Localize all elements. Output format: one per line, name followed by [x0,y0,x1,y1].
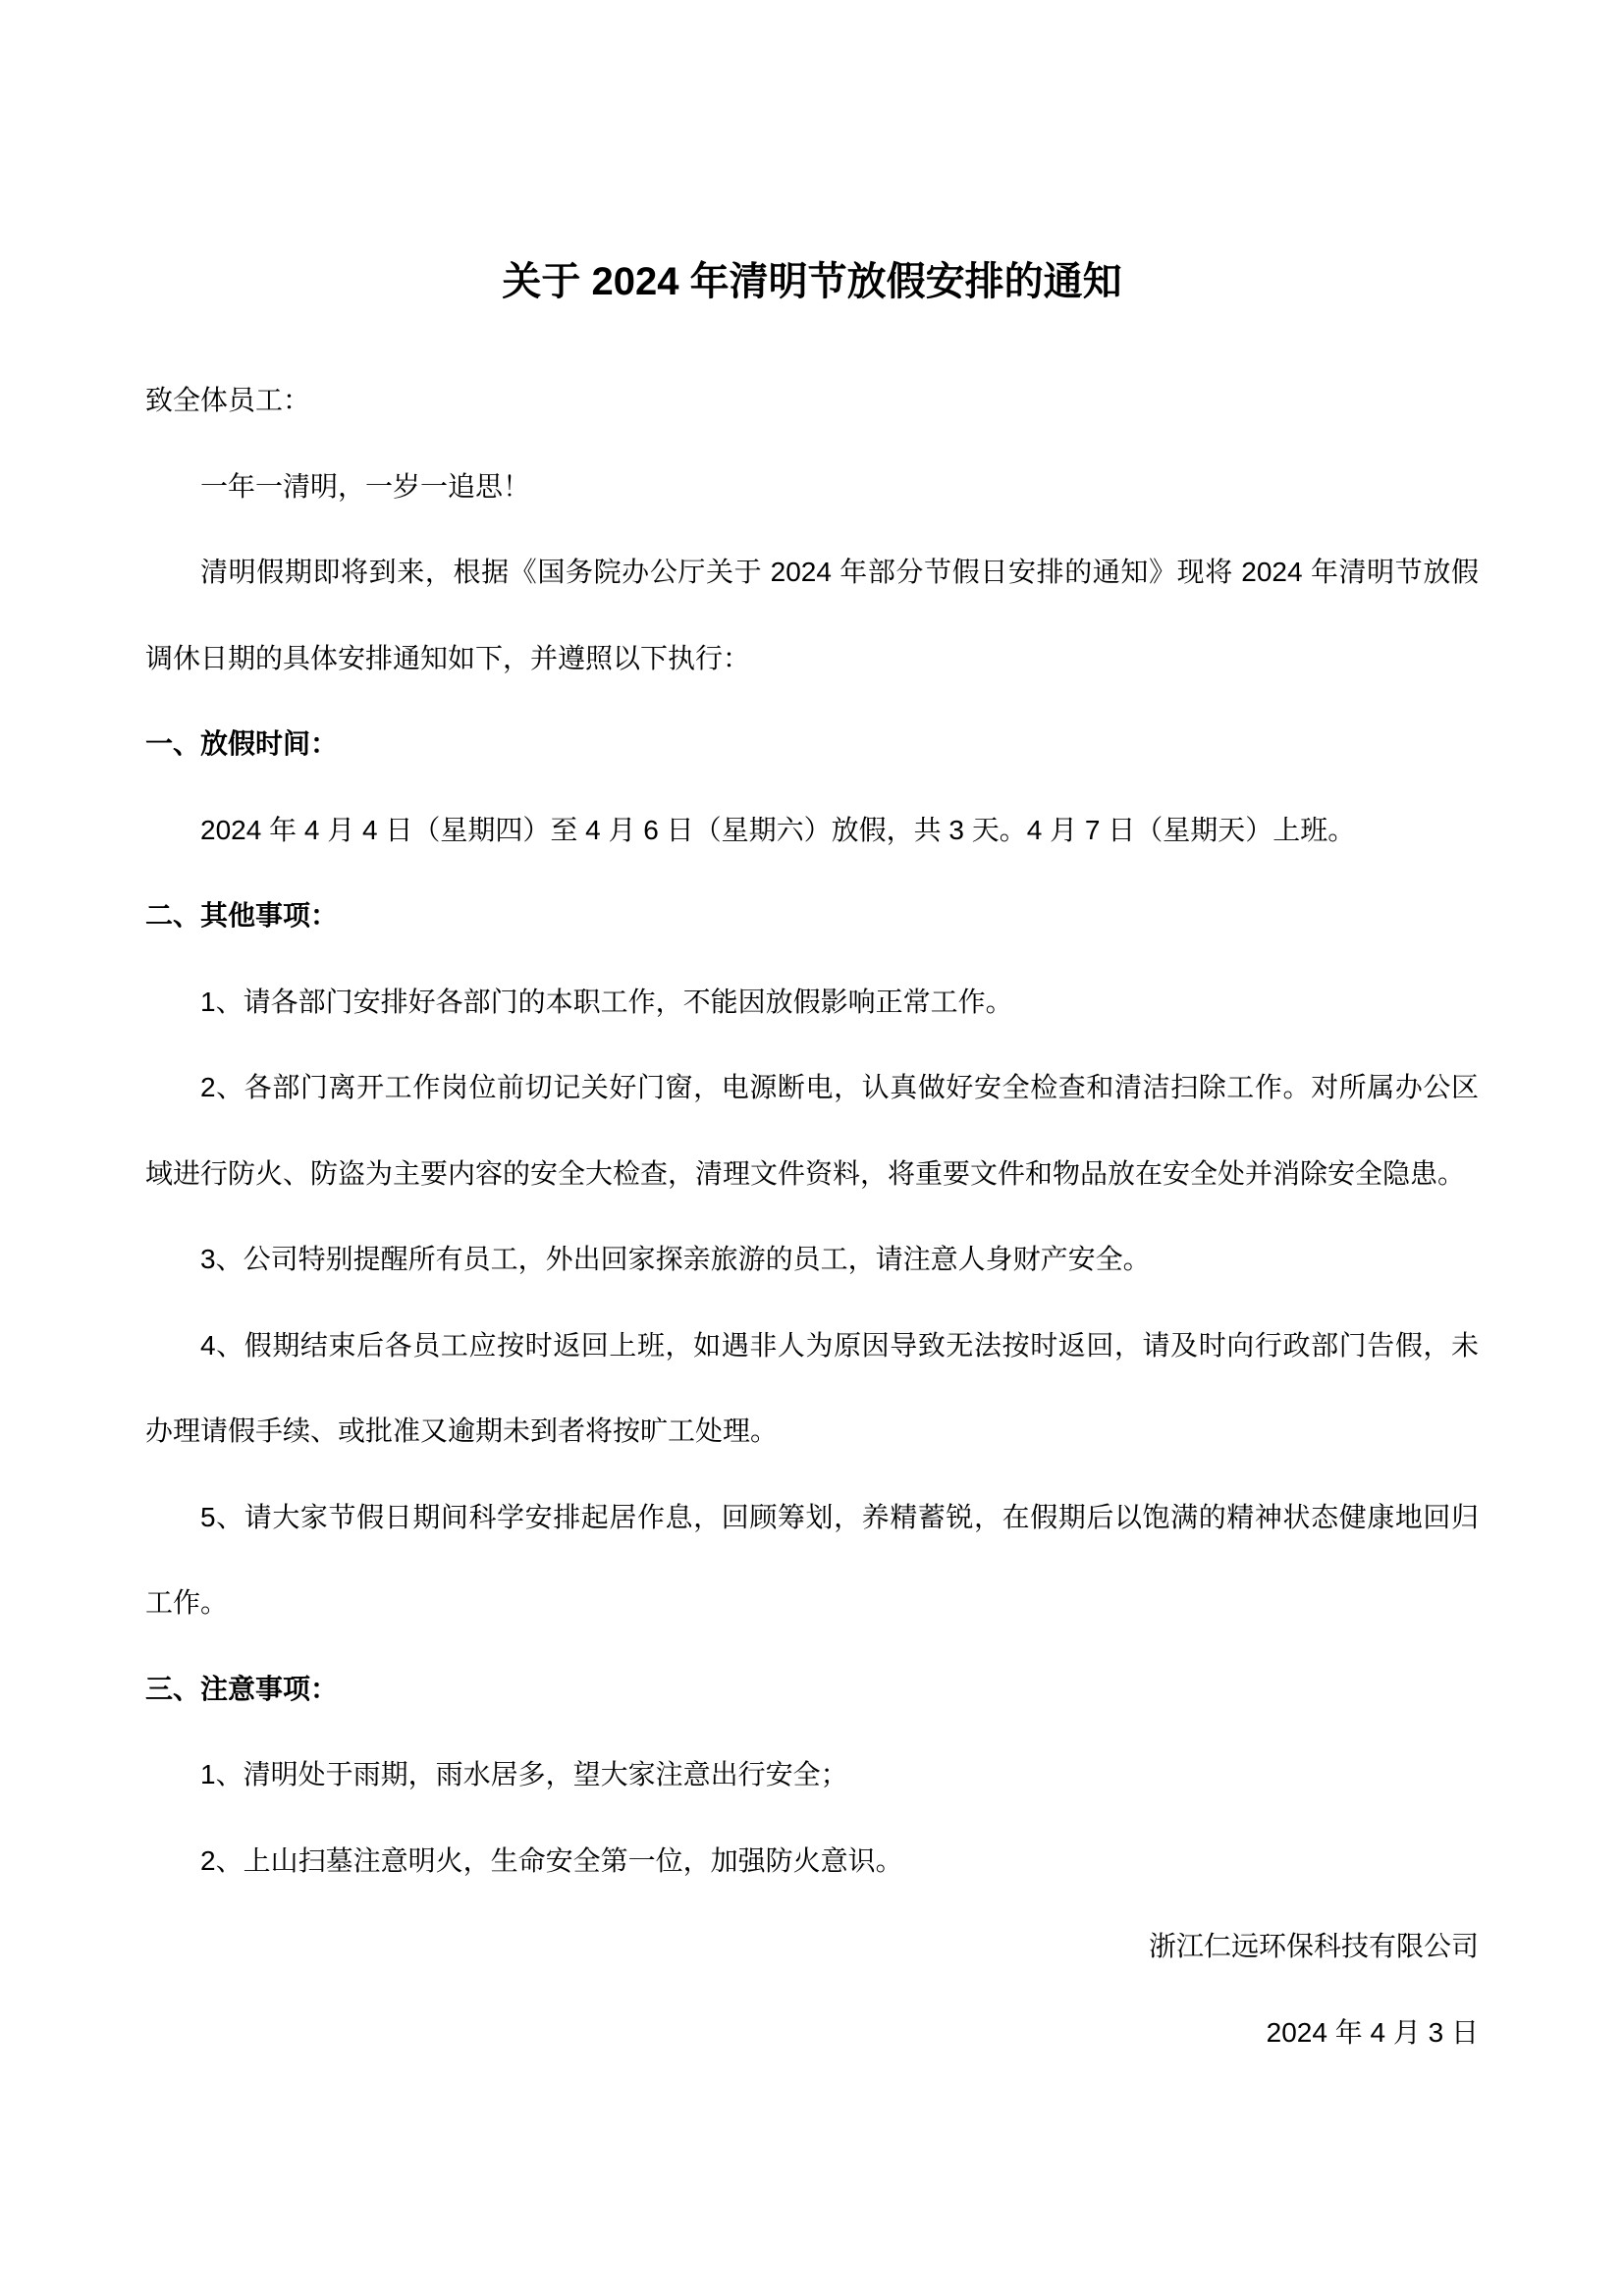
opening-paragraph-1: 一年一清明，一岁一追思！ [200,470,531,502]
section-2-item-5: 5、请大家节假日期间科学安排起居作息，回顾筹划，养精蓄锐，在假期后以饱满的精神状态健康地回归工作。 [145,1501,1479,1618]
section-2-item-4: 4、假期结束后各员工应按时返回上班，如遇非人为原因导致无法按时返回，请及时向行政部门告假，未办理请假手续、或批准又逾期未到者将按旷工处理。 [145,1329,1479,1446]
signature-date: 2024 年 4 月 3 日 [1266,2016,1479,2048]
notice-title: 关于 2024 年清明节放假安排的通知 [502,260,1122,303]
section-3-item-2: 2、上山扫墓注意明火，生命安全第一位，加强防火意识。 [200,1844,903,1876]
section-2-item-1: 1、请各部门安排好各部门的本职工作，不能因放假影响正常工作。 [200,986,1013,1017]
signature-company: 浙江仁远环保科技有限公司 [1148,1931,1479,1961]
section-1-item-1: 2024 年 4 月 4 日（星期四）至 4 月 6 日（星期六）放假，共 3 天。4 月 7 日（星期天）上班。 [200,814,1356,845]
notice-body [145,357,1479,2075]
section-2-item-2: 2、各部门离开工作岗位前切记关好门窗，电源断电，认真做好安全检查和清洁扫除工作。对所属办公区域进行防火、防盗为主要内容的安全大检查，清理文件资料，将重要文件和物品放在安全处并消除安全隐患。 [145,1072,1479,1189]
section-3-item-1: 1、清明处于雨期，雨水居多，望大家注意出行安全； [200,1759,848,1789]
section-3-heading: 三、注意事项： [145,1673,339,1704]
salutation-line: 致全体员工： [145,385,311,415]
section-2-item-3: 3、公司特别提醒所有员工，外出回家探亲旅游的员工，请注意人身财产安全。 [200,1244,1151,1274]
section-1-heading: 一、放假时间： [145,728,339,759]
section-2-heading: 二、其他事项： [145,900,339,931]
opening-paragraph-2: 清明假期即将到来，根据《国务院办公厅关于 2024 年部分节假日安排的通知》现将 2024 年清明节放假调休日期的具体安排通知如下，并遵照以下执行： [145,557,1479,673]
